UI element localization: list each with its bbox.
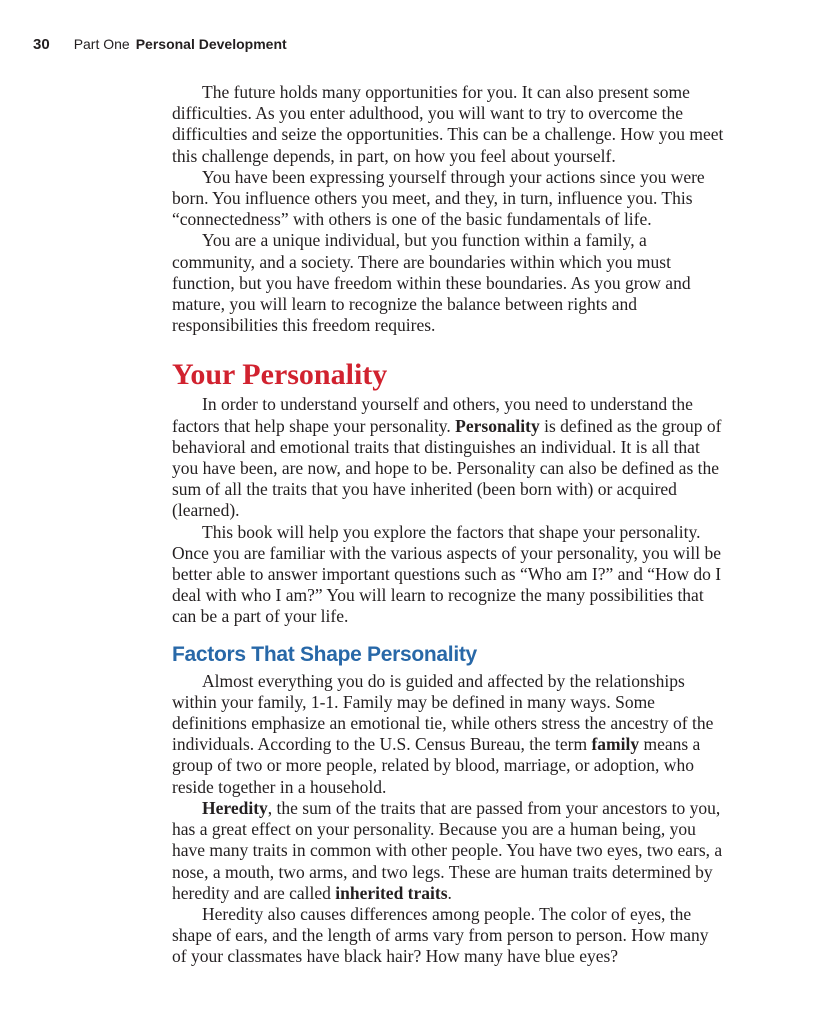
text-run: Almost everything you do is guided and affected by the relationships within your family, 1-1. Family may be defined in many ways. Some definitions emphasize an emotional tie, while others stress the ancestry of the individuals. According to the U.S. Census Bureau, the term — [172, 670, 714, 755]
term-family: family — [591, 734, 640, 755]
personality-paragraph-2: This book will help you explore the factors that shape your personality. Once you are familiar with the various aspects of your personality, you will be better able to answer important questions such as “Who am I?” and “How do I deal with who I am?” You will learn to recognize the many possibilities that can be a part of your life. — [172, 521, 722, 627]
text-run: , the sum of the traits that are passed from your ancestors to you, has a great effect on your personality. Because you are a human being, you have many traits in common with other people. You have two eyes, two ears, a nose, a mouth, two arms, and two legs. These are human traits determined by heredity and are called — [172, 797, 723, 903]
personality-paragraph-1 — [172, 394, 724, 521]
intro-paragraph-2: You have been expressing yourself through your actions since you were born. You influence others you meet, and they, in turn, influence you. This “connectedness” with others is one of the basic fundamentals of life. — [172, 166, 705, 230]
body-text — [172, 82, 724, 968]
text-run: means a group of two or more people, related by blood, marriage, or adoption, who reside together in a household. — [172, 734, 701, 797]
text-run: In order to understand yourself and others, you need to understand the factors that help shape your personality. — [172, 394, 693, 436]
intro-paragraph-3: You are a unique individual, but you function within a family, a community, and a society. There are boundaries within which you must function, but you have freedom within these boundaries. As you grow and mature, you will learn to recognize the balance between rights and responsibilities this freedom requires. — [172, 230, 691, 336]
factors-paragraph-1 — [172, 671, 724, 798]
term-personality: Personality — [455, 415, 540, 436]
running-head — [33, 35, 287, 54]
heading-factors: Factors That Shape Personality — [172, 642, 477, 666]
factors-paragraph-2 — [172, 798, 724, 904]
term-inherited-traits: inherited traits — [335, 882, 448, 903]
text-run: . — [447, 882, 452, 903]
part-label: Part One — [73, 36, 130, 52]
heading-your-personality: Your Personality — [172, 358, 388, 392]
section-name: Personal Development — [135, 36, 287, 52]
factors-paragraph-3: Heredity also causes differences among people. The color of eyes, the shape of ears, and the length of arms vary from person to person. How many of your classmates have black hair? How many have blue eyes? — [172, 903, 709, 967]
text-run: is defined as the group of behavioral and emotional traits that distinguishes an individual. It is all that you have been, are now, and hope to be. Personality can also be defined as the sum of all the traits that you have inherited (been born with) or acquired (learned). — [172, 415, 722, 521]
page-number: 30 — [33, 36, 50, 53]
intro-paragraph-1: The future holds many opportunities for you. It can also present some difficulties. As you enter adulthood, you will want to try to overcome the difficulties and seize the opportunities. This can be a challenge. How you meet this challenge depends, in part, on how you feel about yourself. — [172, 82, 724, 166]
term-heredity: Heredity — [202, 797, 268, 818]
